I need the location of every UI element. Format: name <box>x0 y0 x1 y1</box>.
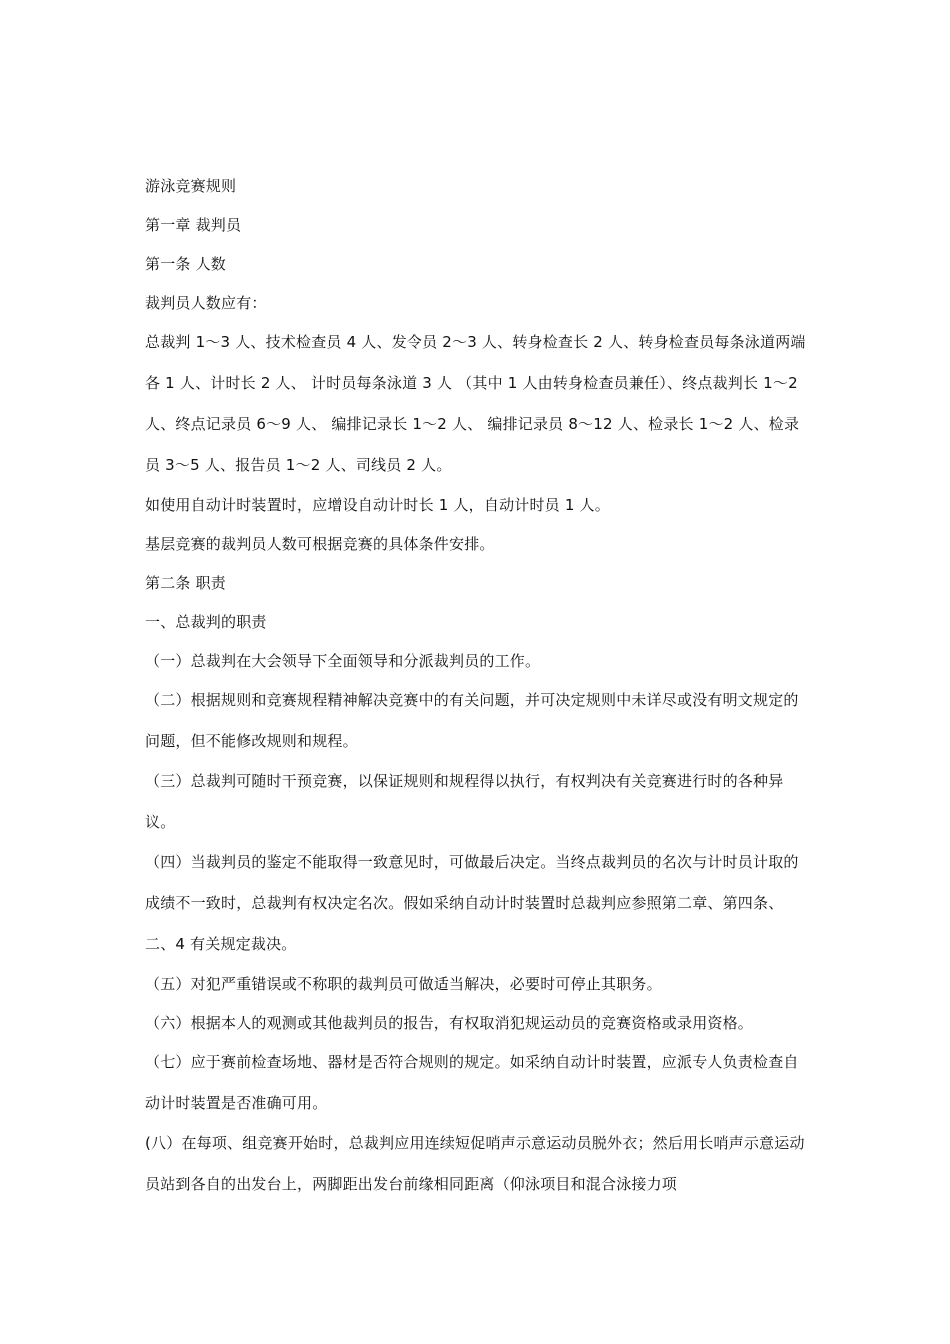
document-body <box>145 176 810 1214</box>
section-heading: 一、总裁判的职责 <box>145 613 267 631</box>
article-heading: 第一条 人数 <box>145 255 226 273</box>
paragraph: （六）根据本人的观测或其他裁判员的报告，有权取消犯规运动员的竞赛资格或录用资格。 <box>145 1014 754 1032</box>
paragraph: （四）当裁判员的鉴定不能取得一致意见时，可做最后决定。当终点裁判员的名次与计时员计取的成绩不一致时，总裁判有权决定名次。假如采纳自动计时装置时总裁判应参照第二章、第四条、二、4 有关规定裁决。 <box>145 853 799 953</box>
document-title: 游泳竞赛规则 <box>145 177 237 195</box>
paragraph: 裁判员人数应有： <box>145 294 267 312</box>
chapter-heading: 第一章 裁判员 <box>145 216 242 234</box>
paragraph: （二）根据规则和竞赛规程精神解决竞赛中的有关问题，并可决定规则中未详尽或没有明文规定的问题，但不能修改规则和规程。 <box>145 691 799 750</box>
paragraph: （七）应于赛前检查场地、器材是否符合规则的规定。如采纳自动计时装置，应派专人负责检查自动计时装置是否准确可用。 <box>145 1053 799 1112</box>
paragraph: （三）总裁判可随时干预竞赛，以保证规则和规程得以执行，有权判决有关竞赛进行时的各种异议。 <box>145 772 784 831</box>
paragraph: (八）在每项、组竞赛开始时，总裁判应用连续短促哨声示意运动员脱外衣；然后用长哨声示意运动员站到各自的出发台上，两脚距出发台前缘相同距离（仰泳项目和混合泳接力项 <box>145 1134 805 1193</box>
paragraph: （五）对犯严重错误或不称职的裁判员可做适当解决，必要时可停止其职务。 <box>145 975 662 993</box>
paragraph: （一）总裁判在大会领导下全面领导和分派裁判员的工作。 <box>145 652 541 670</box>
article-heading: 第二条 职责 <box>145 574 226 592</box>
paragraph: 总裁判 1～3 人、技术检查员 4 人、发令员 2～3 人、转身检查长 2 人、转身检查员每条泳道两端各 1 人、计时长 2 人、 计时员每条泳道 3 人 （其中 1 人由转身检查员兼任）、终点裁判长 1～2 人、终点记录员 6～9 人、 编排记录长 1～2 人、 编排记录员 8～12 人、检录长 1～2 人、检录员 3～5 人、报告员 1～2 人、司线员 2 人。 <box>145 333 806 474</box>
paragraph: 基层竞赛的裁判员人数可根据竞赛的具体条件安排。 <box>145 535 495 553</box>
paragraph: 如使用自动计时装置时，应增设自动计时长 1 人，自动计时员 1 人。 <box>145 496 610 514</box>
